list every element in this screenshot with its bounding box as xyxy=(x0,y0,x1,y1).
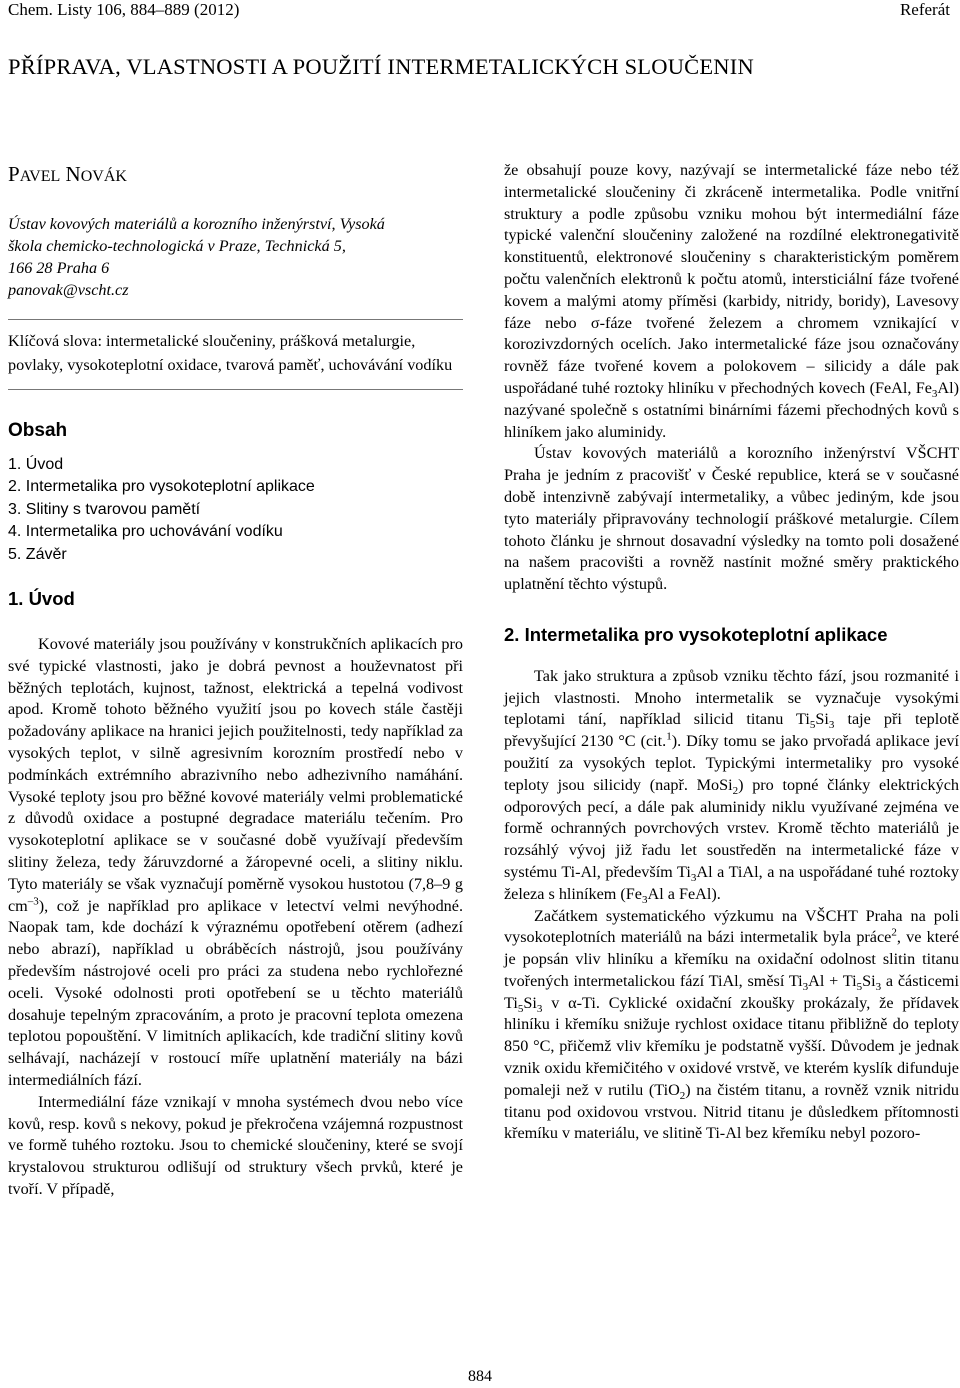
toc-item: 3. Slitiny s tvarovou pamětí xyxy=(8,500,201,518)
table-of-contents xyxy=(8,454,463,567)
divider xyxy=(8,389,463,390)
right-column xyxy=(504,160,959,1145)
divider xyxy=(8,319,463,320)
author-last: NOVÁK xyxy=(65,162,127,186)
author-first: PAVEL xyxy=(8,162,61,186)
running-header xyxy=(0,0,960,22)
body-paragraph: Tak jako struktura a způsob vzniku těchto fází, jsou rozmanité i jejich vlastnosti. Mnoho intermetalik se vyznačuje vysokými teplotami tání, například silicid titanu $Ti_5Si_3$ taje při teplotě převyšující 2130 °C (cit.$^1$). Díky tomu se jako prvořadá aplikace jeví použití za vysokých teplot. Typickými intermetaliky pro vysoké teploty jsou silicidy (např. MoSi$_2$) pro topné články elektrických odporových pecí, a dále pak aluminidy niklu využívané zejména ve formě ochranných povrchových vrstev. Kromě těchto materiálů je rozsáhlý vývoj již řadu let soustředěn na intermetalické fáze v systému Ti-Al, především $Ti_3Al$ a TiAl, a na uspořádané tuhé roztoky železa s hliníkem ($Fe_3Al$ a FeAl). xyxy=(504,666,960,906)
affiliation-line: Ústav kovových materiálů a korozního inženýrství, Vysoká xyxy=(8,215,385,233)
body-paragraph: Začátkem systematického výzkumu na VŠCHT Praha na poli vysokoteplotních materiálů na bázi intermetalik byla práce$^2$, ve které je popsán vliv hliníku a křemíku na oxidační odolnost slitin titanu tvořených intermetalickou fází TiAl, směsí $Ti_3Al + Ti_5Si_3$ a částicemi $Ti_5Si_3$ v α-Ti. Cyklické oxidační zkoušky prokázaly, že přídavek hliníku i křemíku snižuje rychlost oxidace titanu přibližně do teploty 850 °C, přičemž vliv křemíku je podstatně vyšší. Důvodem je jednak vznik oxidu křemičitého v oxidové vrstvě, ve kterém kyslík difunduje pomaleji než v rutilu (TiO$_2$) na čistém titanu, a rovněž vznik nitridu titanu pod oxidovou vrstvou. Nitrid titanu je důsledkem přítomnosti křemíku v materiálu, ve slitině Ti-Al bez křemíku nebyl pozoro- xyxy=(504,906,959,1143)
toc-item: 1. Úvod xyxy=(8,455,64,473)
toc-item: 5. Závěr xyxy=(8,545,67,563)
body-paragraph: že obsahují pouze kovy, nazývají se intermetalické fáze nebo též intermetalické sloučeniny či zkráceně intermetalika. Podle vnitřní struktury a podle způsobu vzniku mohou být intermediální fáze typické valenční sloučeniny založené na rozdílné elektronegativitě konstituentů, elektronové sloučeniny s charakteristickým poměrem počtu valenčních elektronů k počtu atomů, intersticiální fáze tvořené kovem a malými atomy příměsi (karbidy, nitridy, boridy), Lavesovy fáze nebo σ-fáze tvořené železem a chromem vznikající v korozivzdorných ocelích. Jako intermetalické fáze jsou označovány rovněž fáze tvořené kovem a polokovem – silicidy a dále pak uspořádané tuhé roztoky hliníku v přechodných kovech (FeAl, $Fe_3Al$) nazývané společně s ostatními binárními fázemi přechodných kovů s hliníkem jako aluminidy. xyxy=(504,161,959,441)
journal-citation: Chem. Listy 106, 884–889 (2012) xyxy=(8,0,240,19)
affiliation-line: škola chemicko-technologická v Praze, Technická 5, xyxy=(8,237,346,255)
body-paragraph: Kovové materiály jsou používány v konstrukčních aplikacích pro své typické vlastnosti, jako je dobrá pevnost a houževnatost při běžných teplotách, kujnost, tažnost, elektrická a tepelná vodivost apod. Kromě tohoto běžného využití jsou po kovech stále častěji požadovány aplikace na hranici jejich použitelnosti, tedy například za vysokých teplot, v silně agresivním korozním prostředí nebo v podmínkách extrémního abrazivního nebo adhezivního namáhání. Vysoké teploty jsou pro běžné kovové materiály velmi problematické z důvodů oxidace a postupné degradace materiálu tečením. Pro vysokoteplotní aplikace se v současné době využívají především slitiny železa, tedy žáruvzdorné a žáropevné oceli, a slitiny niklu. Tyto materiály se však vyznačují poměrně vysokou hustotou (7,8–9 g $cm^{-3}$), což je například pro aplikace v letectví velmi nevýhodné. Naopak tam, kde dochází k výraznému opotřebení otěrem (adhezí nebo abrazí), například u obráběcích nástrojů, jsou používány především nástrojové oceli pro práci za studena nebo rychlořezné oceli. Vysoké odolnosti proti opotřebení se u těchto materiálů dosahuje tepelným zpracováním, a proto je pracovní teplota omezena teplotou popouštění. V limitních aplikacích, kde tradiční slitiny kovů selhávají, nacházejí v rostoucí míře uplatnění materiály na bázi intermediálních fází. xyxy=(8,635,463,1090)
section-heading-intro: 1. Úvod xyxy=(8,588,75,610)
author-email[interactable]: panovak@vscht.cz xyxy=(8,281,129,299)
left-column xyxy=(8,160,463,1201)
page-number: 884 xyxy=(468,1368,492,1385)
keywords: Klíčová slova: intermetalické sloučeniny, prášková metalurgie, povlaky, vysokoteplotní oxidace, tvarová paměť, uchovávání vodíku xyxy=(8,332,453,374)
article-title: PŘÍPRAVA, VLASTNOSTI A POUŽITÍ INTERMETALICKÝCH SLOUČENIN xyxy=(8,54,754,79)
author-name xyxy=(8,160,463,191)
section-heading-2: 2. Intermetalika pro vysokoteplotní aplikace xyxy=(504,623,888,645)
body-paragraph: Intermediální fáze vznikají v mnoha systémech dvou nebo více kovů, resp. kovů s nekovy, pokud je překročena vzájemná rozpustnost ve formě tuhého roztoku. Jsou to chemické sloučeniny, které se svojí krystalovou strukturou odlišují od struktury všech prvků, které je tvoří. V případě, xyxy=(8,1092,463,1199)
contents-heading: Obsah xyxy=(8,420,68,441)
affiliation-line: 166 28 Praha 6 xyxy=(8,259,110,277)
toc-item: 2. Intermetalika pro vysokoteplotní aplikace xyxy=(8,478,315,496)
toc-item: 4. Intermetalika pro uchovávání vodíku xyxy=(8,523,283,541)
article-type: Referát xyxy=(899,0,950,19)
body-paragraph: Ústav kovových materiálů a korozního inženýrství VŠCHT Praha je jedním z pracovišť v České republice, která se v současné době intenzivně zabývají intermetaliky, a vůbec jediným, kde jsou tyto materiály připravovány technologií práškové metalurgie. Cílem tohoto článku je shrnout dosavadní výsledky na tomto poli dosažené na našem pracovišti a rovněž nastínit možné směry praktického uplatnění těchto výstupů. xyxy=(504,444,959,594)
